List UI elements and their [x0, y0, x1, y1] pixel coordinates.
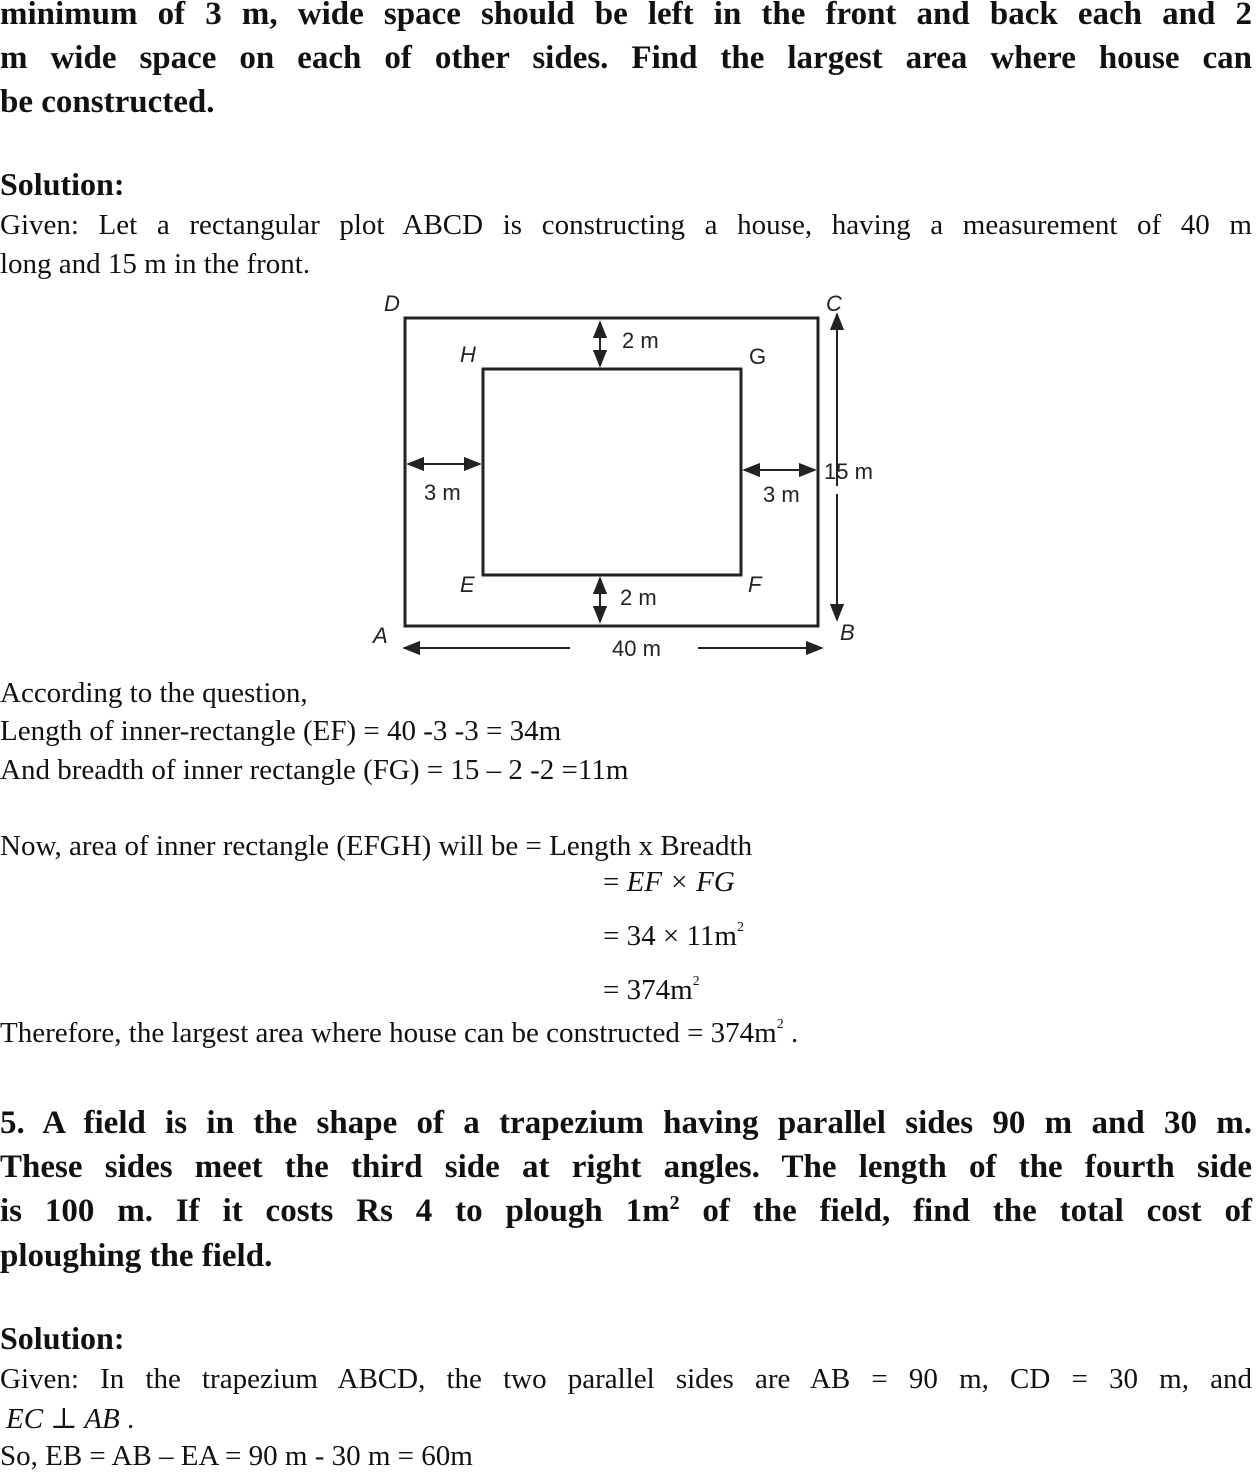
solution-4-heading: Solution:: [0, 166, 125, 202]
solution-4-length-line: Length of inner-rectangle (EF) = 40 -3 -3 = 34m: [0, 715, 562, 747]
label-b: B: [840, 620, 855, 645]
question-4-line-1: minimum of 3 m, wide space should be left in the front and back each and 2: [0, 0, 1252, 32]
question-5-line-4: ploughing the field.: [0, 1238, 273, 1274]
label-a: A: [373, 623, 388, 648]
question-5-line-1: 5. A field is in the shape of a trapezium having parallel sides 90 m and 30 m.: [0, 1105, 1252, 1141]
question-4-line-2: m wide space on each of other sides. Find the largest area where house can: [0, 40, 1252, 76]
inner-rectangle-efgh: [483, 369, 741, 575]
solution-5-eb-line: So, EB = AB – EA = 90 m - 30 m = 60m: [0, 1440, 473, 1472]
label-e: E: [460, 572, 475, 597]
solution-4-step-2: = $34 \times 11m^2$: [603, 920, 744, 952]
solution-4-step-3: = $374m^2$: [603, 974, 700, 1006]
label-h: H: [460, 342, 476, 367]
label-left-gap: 3 m: [424, 480, 461, 505]
solution-5-given-line-2: EC ⊥ AB .: [6, 1403, 135, 1435]
solution-4-according: According to the question,: [0, 677, 308, 709]
label-length: 40 m: [612, 636, 661, 661]
solution-4-step-1: = EF × FG: [603, 866, 735, 898]
label-right-gap: 3 m: [763, 482, 800, 507]
question-5-line-3: is 100 m. If it costs Rs 4 to plough $1m^2$ of the field, find the total cost of: [0, 1192, 1252, 1229]
label-f: F: [748, 572, 762, 597]
solution-4-conclusion: Therefore, the largest area where house can be constructed = $374m^2$ .: [0, 1017, 799, 1049]
question-5-line-2: These sides meet the third side at right angles. The length of the fourth side: [0, 1149, 1252, 1185]
label-d: D: [384, 291, 400, 316]
solution-5-given-line-1: Given: In the trapezium ABCD, the two parallel sides are AB = 90 m, CD = 30 m, and: [0, 1363, 1252, 1395]
solution-4-given-line-1: Given: Let a rectangular plot ABCD is constructing a house, having a measurement of 40 m: [0, 209, 1252, 241]
label-top-gap: 2 m: [622, 328, 659, 353]
solution-4-area-intro: Now, area of inner rectangle (EFGH) will be = Length x Breadth: [0, 830, 753, 862]
label-g: G: [749, 344, 767, 369]
label-c: C: [826, 291, 842, 316]
label-bottom-gap: 2 m: [620, 585, 657, 610]
label-height: 15 m: [824, 459, 873, 484]
solution-4-breadth-line: And breadth of inner rectangle (FG) = 15 – 2 -2 =11m: [0, 754, 629, 786]
solution-4-given-line-2: long and 15 m in the front.: [0, 248, 311, 280]
question-4-line-3: be constructed.: [0, 84, 215, 120]
solution-5-heading: Solution:: [0, 1320, 125, 1356]
